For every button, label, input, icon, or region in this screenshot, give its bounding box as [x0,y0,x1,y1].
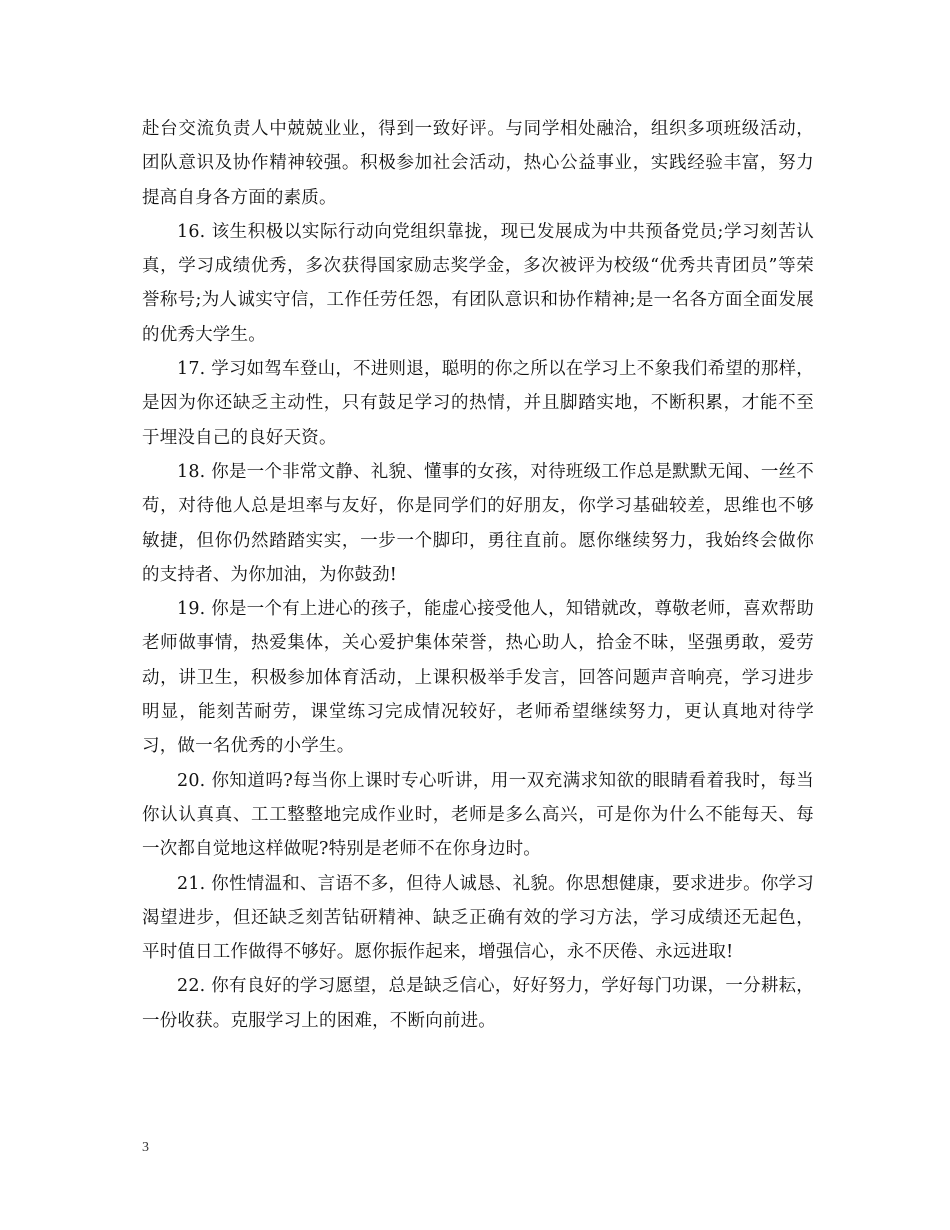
paragraph-21: 21. 你性情温和、言语不多，但待人诚恳、礼貌。你思想健康，要求进步。你学习渴望进步，但还缺乏刻苦钻研精神、缺乏正确有效的学习方法，学习成绩还无起色，平时值日工作做得不够好。愿你振作起来，增强信心，永不厌倦、永远进取! [142,873,814,963]
paragraph-18: 18. 你是一个非常文静、礼貌、懂事的女孩，对待班级工作总是默默无闻、一丝不苟，对待他人总是坦率与友好，你是同学们的好朋友，你学习基础较差，思维也不够敏捷，但你仍然踏踏实实，一步一个脚印，勇往直前。愿你继续努力，我始终会做你的支持者、为你加油，为你鼓劲! [142,461,814,585]
paragraph-16: 16. 该生积极以实际行动向党组织靠拢，现已发展成为中共预备党员;学习刻苦认真，学习成绩优秀，多次获得国家励志奖学金，多次被评为校级“优秀共青团员”等荣誉称号;为人诚实守信，工作任劳任怨，有团队意识和协作精神;是一名各方面全面发展的优秀大学生。 [142,221,814,345]
paragraph-22: 22. 你有良好的学习愿望，总是缺乏信心，好好努力，学好每门功课，一分耕耘，一份收获。克服学习上的困难，不断向前进。 [142,976,814,1031]
paragraph-continuation: 赴台交流负责人中兢兢业业，得到一致好评。与同学相处融洽，组织多项班级活动，团队意识及协作精神较强。积极参加社会活动，热心公益事业，实践经验丰富，努力提高自身各方面的素质。 [142,119,814,208]
document-body [142,112,814,1038]
page-number: 3 [142,1140,149,1155]
paragraph-17: 17. 学习如驾车登山，不进则退，聪明的你之所以在学习上不象我们希望的那样，是因为你还缺乏主动性，只有鼓足学习的热情，并且脚踏实地，不断积累，才能不至于埋没自己的良好天资。 [142,359,814,448]
paragraph-19: 19. 你是一个有上进心的孩子，能虚心接受他人，知错就改，尊敬老师，喜欢帮助老师做事情，热爱集体，关心爱护集体荣誉，热心助人，拾金不昧，坚强勇敢，爱劳动，讲卫生，积极参加体育活动，上课积极举手发言，回答问题声音响亮，学习进步明显，能刻苦耐劳，课堂练习完成情况较好，老师希望继续努力，更认真地对待学习，做一名优秀的小学生。 [142,599,814,757]
paragraph-20: 20. 你知道吗?每当你上课时专心听讲，用一双充满求知欲的眼睛看着我时，每当你认认真真、工工整整地完成作业时，老师是多么高兴，可是你为什么不能每天、每一次都自觉地这样做呢?特别是老师不在你身边时。 [142,770,814,860]
